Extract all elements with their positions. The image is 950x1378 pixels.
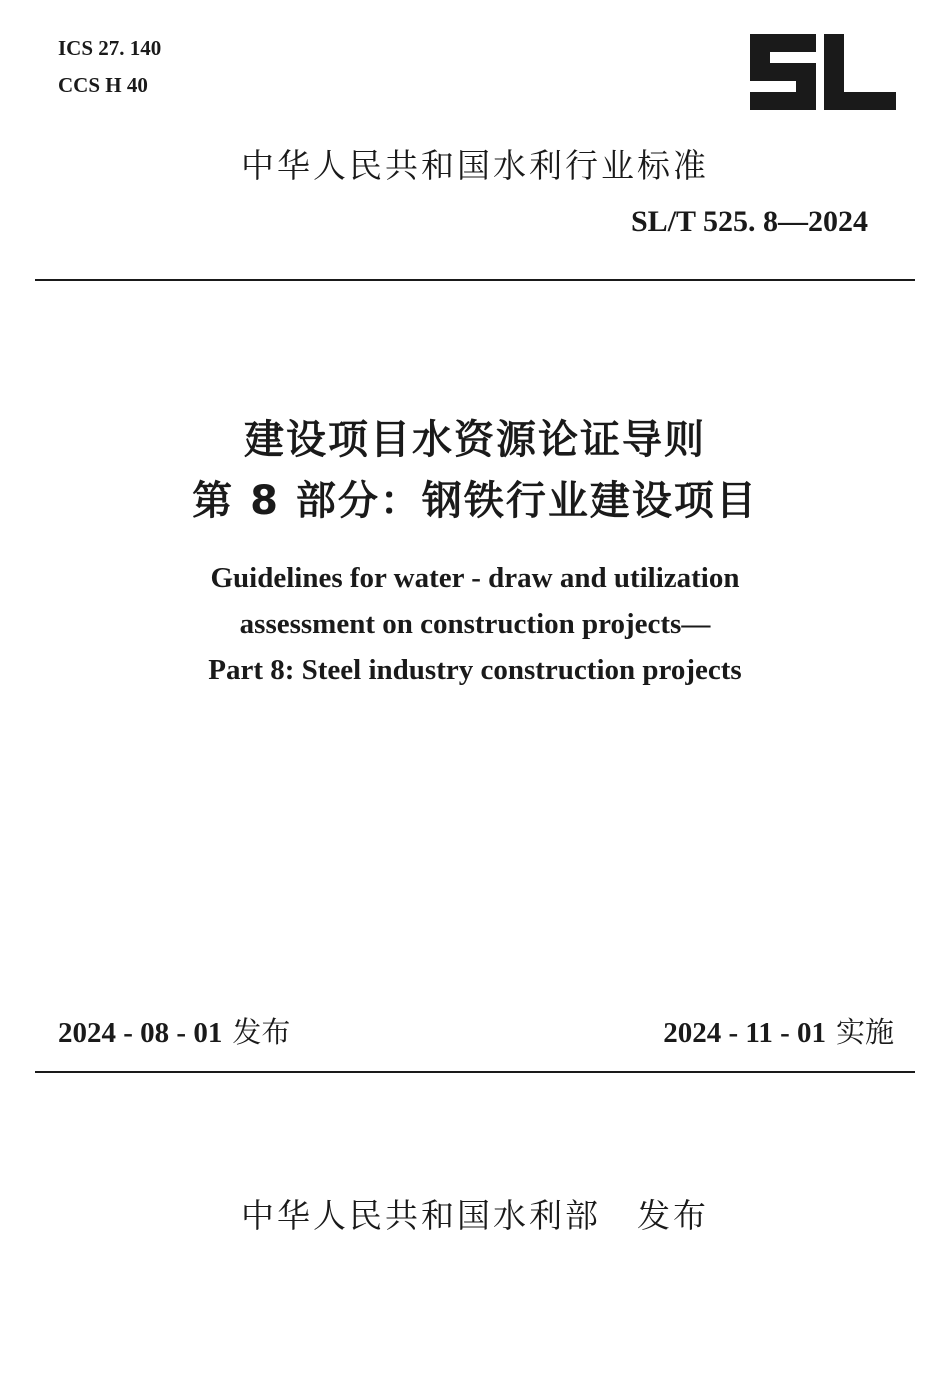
- title-cn-line2: 第 8 部分：钢铁行业建设项目: [192, 478, 758, 524]
- implement-label: 实施: [835, 1015, 894, 1049]
- standard-number: SL/T 525. 8—2024: [631, 205, 868, 238]
- title-en-line3: Part 8: Steel industry construction projects: [208, 654, 742, 686]
- sl-logo: [746, 30, 898, 114]
- title-cn-line1: 建设项目水资源论证导则: [244, 417, 706, 463]
- classification-codes: [58, 30, 161, 104]
- ccs-code: CCS H 40: [58, 73, 148, 97]
- implement-date-block: [663, 1010, 894, 1051]
- bottom-divider: [35, 1071, 915, 1073]
- issuer-action: 发布: [637, 1196, 709, 1235]
- top-divider: [35, 279, 915, 281]
- ics-code: ICS 27. 140: [58, 36, 162, 60]
- industry-standard-label: 中华人民共和国水利行业标准: [241, 146, 709, 185]
- issue-label: 发布: [232, 1015, 291, 1049]
- implement-date: 2024 - 11 - 01: [663, 1017, 826, 1049]
- issuing-authority: [0, 1190, 950, 1237]
- title-en-line1: Guidelines for water - draw and utilization: [210, 562, 740, 594]
- issue-date-block: [58, 1010, 290, 1051]
- title-en-line2: assessment on construction projects—: [239, 608, 711, 640]
- issue-date: 2024 - 08 - 01: [58, 1017, 223, 1049]
- issuer-name: 中华人民共和国水利部: [241, 1196, 601, 1235]
